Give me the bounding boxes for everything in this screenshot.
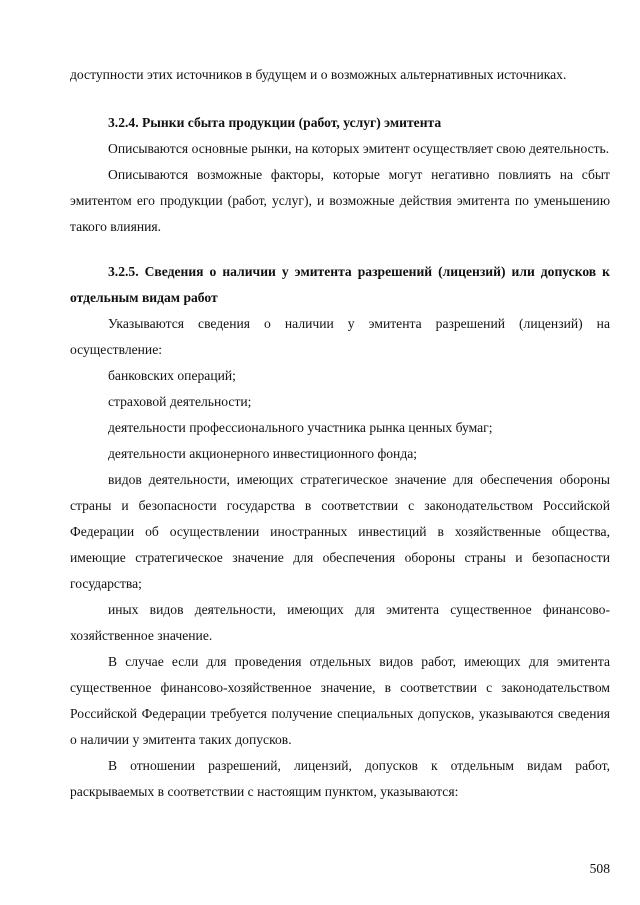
document-page xyxy=(70,62,610,805)
page-number: 508 xyxy=(589,861,610,876)
list-item: банковских операций; xyxy=(108,368,236,383)
paragraph-factors: Описываются возможные факторы, которые могут негативно повлиять на сбыт эмитентом его продукции (работ, услуг), и возможные действия эмитента по уменьшению такого влияния. xyxy=(70,167,610,234)
paragraph-permits: В случае если для проведения отдельных видов работ, имеющих для эмитента существенное финансово-хозяйственное значение, в соответствии с законодательством Российской Федерации требуется получение специальных допусков, указываются сведения о наличии у эмитента таких допусков. xyxy=(70,654,610,747)
list-item: страховой деятельности; xyxy=(108,394,252,409)
section-heading-3-2-4: 3.2.4. Рынки сбыта продукции (работ, услуг) эмитента xyxy=(108,115,442,130)
paragraph-markets: Описываются основные рынки, на которых эмитент осуществляет свою деятельность. xyxy=(108,141,610,156)
intro-paragraph: доступности этих источников в будущем и о возможных альтернативных источниках. xyxy=(70,67,567,82)
section-heading-3-2-5: 3.2.5. Сведения о наличии у эмитента разрешений (лицензий) или допусков к отдельным видам работ xyxy=(70,264,610,305)
paragraph-other-activities: иных видов деятельности, имеющих для эмитента существенное финансово-хозяйственное значение. xyxy=(70,602,610,643)
list-item: деятельности акционерного инвестиционного фонда; xyxy=(108,446,418,461)
list-item: деятельности профессионального участника рынка ценных бумаг; xyxy=(108,420,493,435)
paragraph-strategic: видов деятельности, имеющих стратегическое значение для обеспечения обороны страны и безопасности государства в соответствии с законодательством Российской Федерации об осуществлении иностранных инвестиций в хозяйственные общества, имеющие стратегическое значение для обеспечения обороны страны и безопасности государства; xyxy=(70,472,610,591)
paragraph-disclosure: В отношении разрешений, лицензий, допусков к отдельным видам работ, раскрываемых в соответствии с настоящим пунктом, указываются: xyxy=(70,758,610,799)
paragraph-licenses: Указываются сведения о наличии у эмитента разрешений (лицензий) на осуществление: xyxy=(70,316,610,357)
